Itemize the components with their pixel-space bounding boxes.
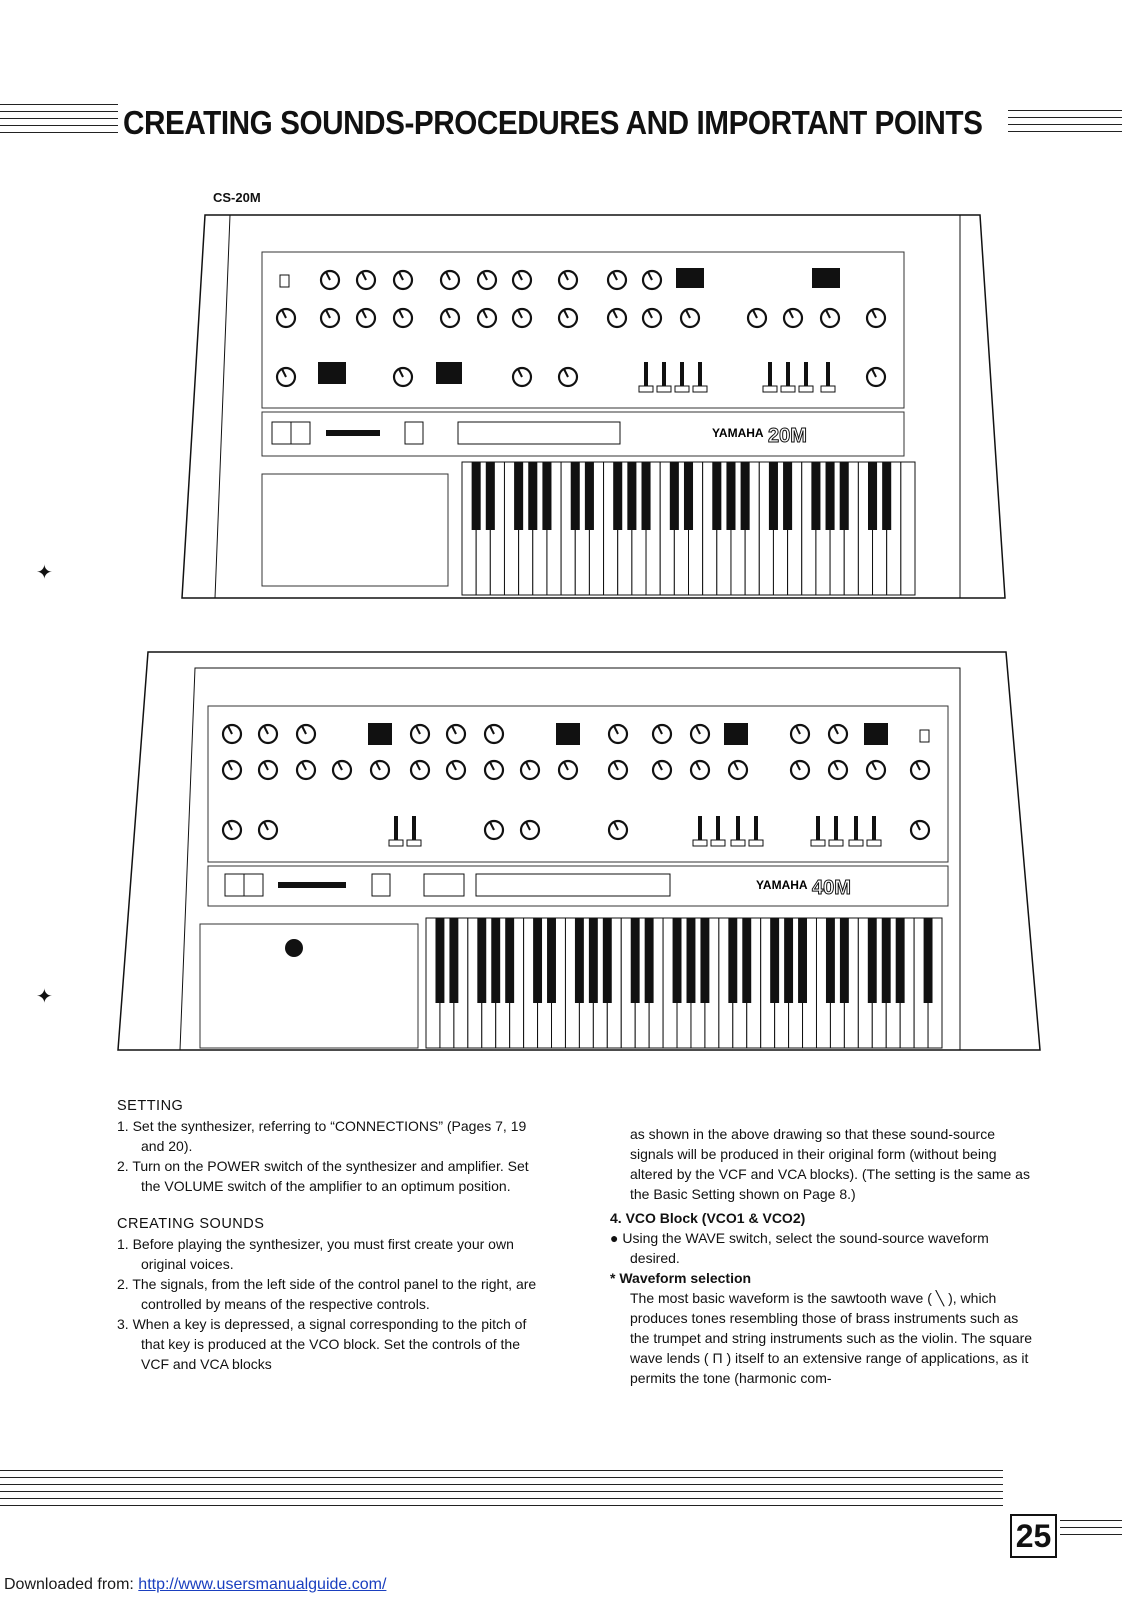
slider-cap: [639, 386, 653, 392]
footer-rule-right: [1060, 1520, 1122, 1541]
margin-mark-1: ✦: [36, 562, 53, 584]
black-key: [528, 462, 537, 530]
black-key: [882, 918, 891, 1003]
slider-cap: [711, 840, 725, 846]
black-key: [491, 918, 500, 1003]
slider-cap: [749, 840, 763, 846]
black-key: [585, 462, 594, 530]
black-key: [728, 918, 737, 1003]
black-key: [486, 462, 495, 530]
slider-cap: [657, 386, 671, 392]
synth-top: [182, 215, 1005, 598]
black-key: [868, 918, 877, 1003]
vco-heading: 4. VCO Block (VCO1 & VCO2): [610, 1210, 806, 1226]
black-key: [435, 918, 444, 1003]
black-key: [642, 462, 651, 530]
white-key: [901, 462, 915, 595]
slider-cap: [693, 386, 707, 392]
black-key: [627, 462, 636, 530]
creating-item-2: 2. The signals, from the left side of the control panel to the right, are controlled by means of the respective controls.: [117, 1276, 537, 1312]
slider-cap: [821, 386, 835, 392]
footer-link[interactable]: http://www.usersmanualguide.com/: [138, 1576, 387, 1593]
black-key: [896, 918, 905, 1003]
page-number: 25: [1010, 1514, 1057, 1558]
black-key: [811, 462, 820, 530]
slider-cap: [389, 840, 403, 846]
slider-cap: [829, 840, 843, 846]
continuation-text: as shown in the above drawing so that these sound-source signals will be produced in their original form (without being altered by the VCF and VCA blocks). (The setting is the same as the Basic Setting shown on Page 8.): [630, 1126, 1030, 1202]
slider-cap: [781, 386, 795, 392]
black-key: [645, 918, 654, 1003]
black-key: [826, 918, 835, 1003]
black-key: [798, 918, 807, 1003]
black-key: [924, 918, 933, 1003]
left-column: [117, 1096, 545, 1374]
footer-prefix: Downloaded from:: [4, 1576, 139, 1593]
switch: [280, 275, 289, 287]
black-key: [472, 462, 481, 530]
black-key: [712, 462, 721, 530]
black-key: [783, 462, 792, 530]
slider-cap: [763, 386, 777, 392]
bottom-brand: YAMAHA: [756, 878, 808, 892]
creating-item-1: 1. Before playing the synthesizer, you must first create your own original voices.: [117, 1236, 514, 1272]
setting-item-2: 2. Turn on the POWER switch of the synthesizer and amplifier. Set the VOLUME switch of the amplifier to an optimum position.: [117, 1158, 529, 1194]
black-key: [742, 918, 751, 1003]
black-key: [542, 462, 551, 530]
slider-cap: [731, 840, 745, 846]
black-key: [840, 462, 849, 530]
black-key: [673, 918, 682, 1003]
page-title: CREATING SOUNDS-PROCEDURES AND IMPORTANT POINTS: [123, 104, 983, 141]
wave-bullet: ● Using the WAVE switch, select the sound-source waveform desired.: [610, 1230, 989, 1266]
black-key: [840, 918, 849, 1003]
creating-item-3: 3. When a key is depressed, a signal corresponding to the pitch of that key is produced at the VCO block. Set the controls of the VCF and VCA blocks: [117, 1316, 527, 1372]
slider-cap: [693, 840, 707, 846]
right-column: [610, 1124, 1034, 1388]
top-keyboard: [462, 462, 915, 595]
black-key: [769, 462, 778, 530]
bottom-model: 40M: [812, 877, 851, 899]
black-key: [571, 462, 580, 530]
black-key: [589, 918, 598, 1003]
margin-mark-2: ✦: [36, 986, 53, 1008]
footer-rule-left: [0, 1470, 1003, 1512]
black-key: [505, 918, 514, 1003]
creating-heading: CREATING SOUNDS: [117, 1216, 265, 1232]
waveform-heading: * Waveform selection: [610, 1270, 752, 1286]
black-key: [533, 918, 542, 1003]
black-key: [687, 918, 696, 1003]
black-key: [514, 462, 523, 530]
black-key: [770, 918, 779, 1003]
black-key: [670, 462, 679, 530]
slider-cap: [867, 840, 881, 846]
top-brand: YAMAHA: [712, 426, 764, 440]
waveform-text: The most basic waveform is the sawtooth wave ( ╲ ), which produces tones resembling those of brass instruments such as the trumpet and string instruments such as the violin. The square wave lends ( Π ) itself to an extensive range of applications, as it permits the tone (harmonic com-: [630, 1290, 1033, 1386]
slider-cap: [849, 840, 863, 846]
slider-cap: [675, 386, 689, 392]
top-model: 20M: [768, 425, 807, 447]
setting-item-1: 1. Set the synthesizer, referring to “CONNECTIONS” (Pages 7, 19 and 20).: [117, 1118, 527, 1154]
switch: [920, 730, 929, 742]
black-key: [684, 462, 693, 530]
black-key: [784, 918, 793, 1003]
slider-cap: [407, 840, 421, 846]
black-key: [726, 462, 735, 530]
black-key: [826, 462, 835, 530]
black-key: [575, 918, 584, 1003]
bottom-keyboard: [426, 918, 942, 1048]
setting-heading: SETTING: [117, 1098, 184, 1114]
black-key: [882, 462, 891, 530]
figure-label: CS-20M: [213, 190, 261, 205]
black-key: [613, 462, 622, 530]
black-key: [700, 918, 709, 1003]
black-key: [449, 918, 458, 1003]
synth-bottom: [118, 652, 1040, 1050]
black-key: [741, 462, 750, 530]
footer: [4, 1576, 386, 1594]
slider-cap: [811, 840, 825, 846]
black-key: [477, 918, 486, 1003]
slider-cap: [799, 386, 813, 392]
black-key: [868, 462, 877, 530]
black-key: [603, 918, 612, 1003]
black-key: [547, 918, 556, 1003]
black-key: [631, 918, 640, 1003]
